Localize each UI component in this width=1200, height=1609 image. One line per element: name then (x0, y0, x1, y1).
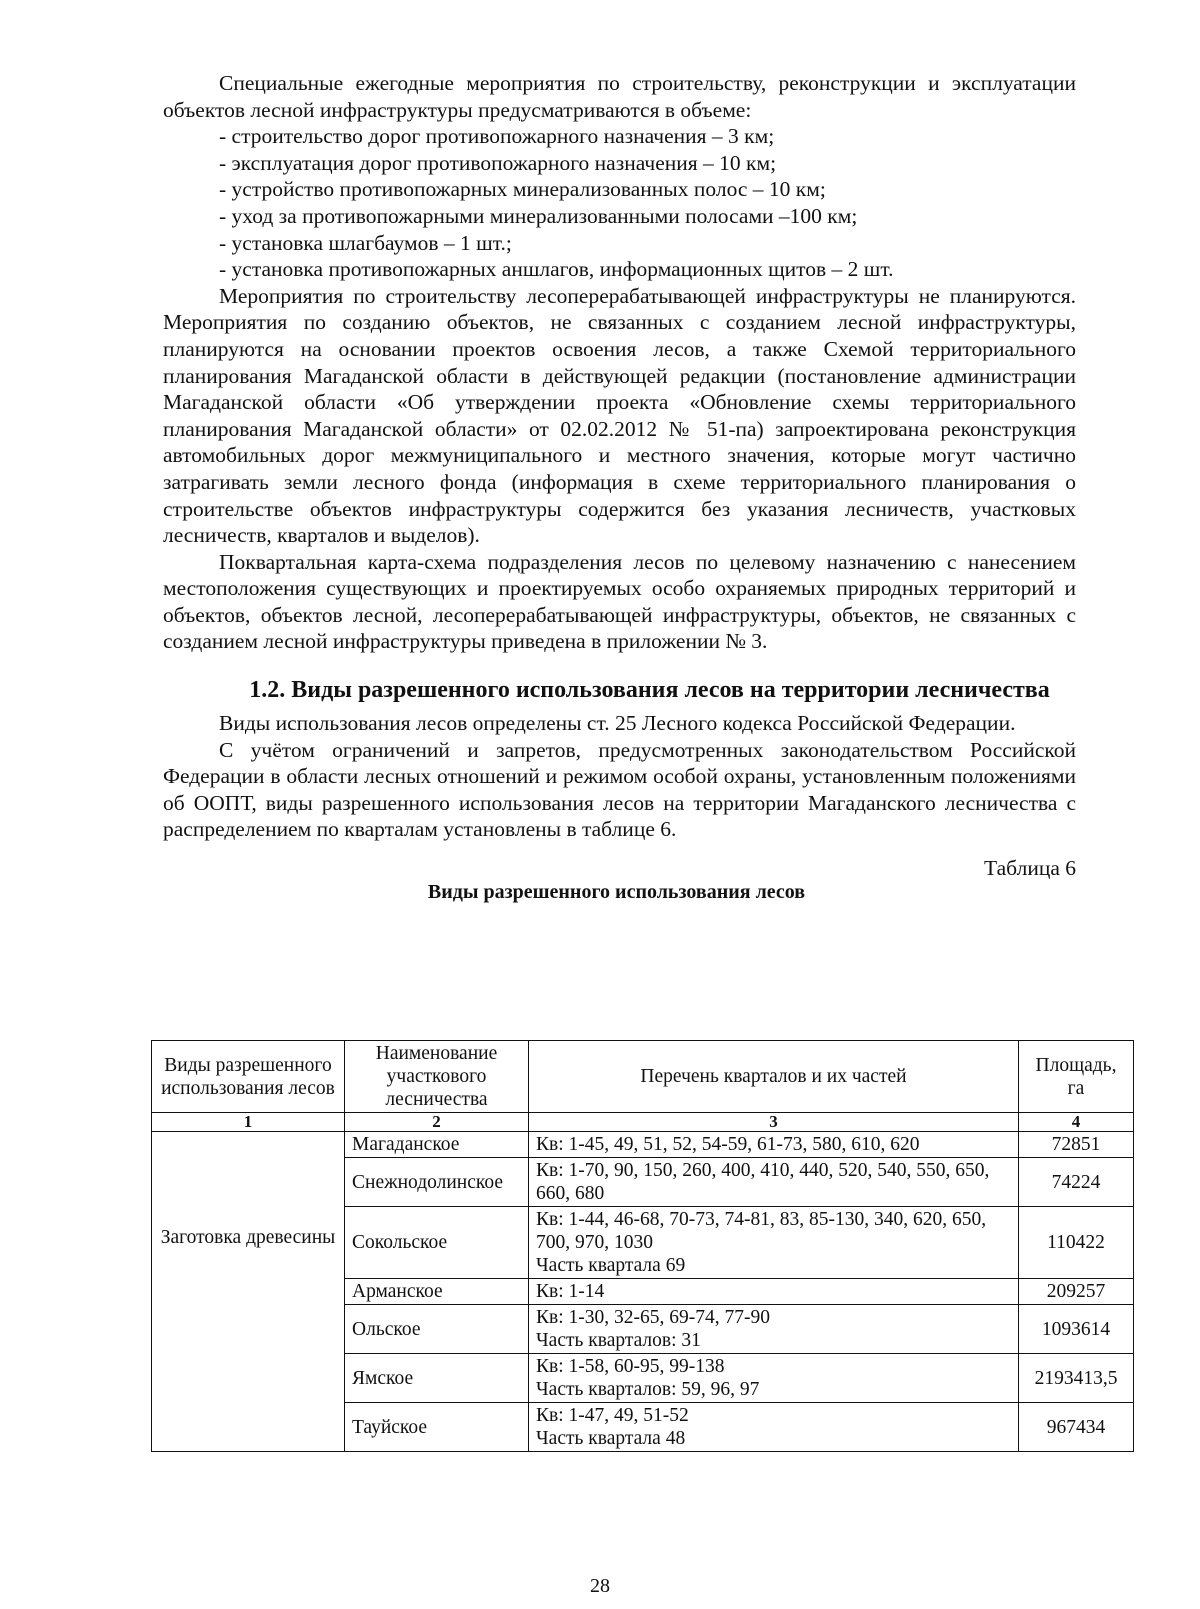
table-label: Таблица 6 (984, 856, 1076, 881)
list-item: - строительство дорог противопожарного назначения – 3 км; (219, 124, 775, 149)
section-paragraph: Виды использования лесов определены ст. 25 Лесного кодекса Российской Федерации. (219, 711, 1016, 736)
infrastructure-paragraph: Мероприятия по строительству лесоперерабатывающей инфраструктуры не планируются. Мероприятия по созданию объектов, не связанных с созданием лесной инфраструктуры, планируются на основании проектов освоения лесов, а также Схемой территориального планирования Магаданской области в действующей редакции (постановление администрации Магаданской области «Об утверждении проекта «Обновление схемы территориального планирования Магаданской области» от 02.02.2012 № 51-па) запроектирована реконструкция автомобильных дорог межмуниципального и местного значения, которые могут частично затрагивать земли лесного фонда (информация в схеме территориального планирования о строительстве объектов инфраструктуры содержится без указания лесничеств, участковых лесничеств, кварталов и выделов). (163, 283, 1076, 548)
quarters-part-line: Часть квартала 69 (536, 1255, 686, 1276)
header-quarters: Перечень кварталов и их частей (529, 1041, 1019, 1113)
quarters-part-line: Часть квартала 48 (536, 1428, 686, 1449)
list-item: - установка шлагбаумов – 1 шт.; (219, 230, 512, 255)
section-paragraph: С учётом ограничений и запретов, предусмотренных законодательством Российской Федерации в области лесных отношений и режимом особой охраны, установленным положениями об ООПТ, виды разрешенного использования лесов на территории Магаданского лесничества с распределением по кварталам установлены в таблице 6. (163, 737, 1076, 842)
map-scheme-paragraph: Поквартальная карта-схема подразделения лесов по целевому назначению с нанесением местоположения существующих и проектируемых особо охраняемых природных территорий и объектов, объектов лесной, лесоперерабатывающей инфраструктуры, объектов, не связанных с созданием лесной инфраструктуры приведена в приложении № 3. (163, 549, 1076, 654)
area-cell: 209257 (1019, 1279, 1134, 1305)
quarters-line: Кв: 1-44, 46-68, 70-73, 74-81, 83, 85-130, 340, 620, 650, 700, 970, 1030 (536, 1209, 987, 1253)
column-number: 2 (345, 1113, 529, 1132)
list-item: - уход за противопожарными минерализованными полосами –100 км; (219, 203, 858, 228)
quarters-line: Кв: 1-45, 49, 51, 52, 54-59, 61-73, 580, 610, 620 (536, 1134, 920, 1155)
column-number: 3 (529, 1113, 1019, 1132)
area-cell: 110422 (1019, 1207, 1134, 1279)
table-row (152, 1132, 1134, 1158)
list-item: - установка противопожарных аншлагов, информационных щитов – 2 шт. (219, 257, 894, 282)
area-cell: 967434 (1019, 1403, 1134, 1452)
forestry-name: Ямское (345, 1354, 529, 1403)
quarters-line: Кв: 1-47, 49, 51-52 (536, 1405, 689, 1426)
forest-use-table (151, 1040, 1134, 1452)
area-cell: 74224 (1019, 1158, 1134, 1207)
quarters-cell (529, 1305, 1019, 1354)
quarters-cell (529, 1279, 1019, 1305)
forestry-name: Магаданское (345, 1132, 529, 1158)
column-number: 1 (152, 1113, 345, 1132)
forestry-name: Тауйское (345, 1403, 529, 1452)
quarters-line: Кв: 1-30, 32-65, 69-74, 77-90 (536, 1307, 770, 1328)
quarters-cell (529, 1132, 1019, 1158)
quarters-line: Кв: 1-70, 90, 150, 260, 400, 410, 440, 520, 540, 550, 650, 660, 680 (536, 1160, 990, 1204)
area-cell: 1093614 (1019, 1305, 1134, 1354)
quarters-part-line: Часть кварталов: 31 (536, 1330, 701, 1351)
column-number-row (152, 1113, 1134, 1132)
forestry-name: Арманское (345, 1279, 529, 1305)
column-number: 4 (1019, 1113, 1134, 1132)
intro-paragraph: Специальные ежегодные мероприятия по строительству, реконструкции и эксплуатации объектов лесной инфраструктуры предусматриваются в объеме: (163, 71, 1076, 122)
page-number: 28 (590, 1575, 610, 1597)
forestry-name: Снежнодолинское (345, 1158, 529, 1207)
quarters-cell (529, 1403, 1019, 1452)
forestry-name: Сокольское (345, 1207, 529, 1279)
quarters-line: Кв: 1-14 (536, 1281, 605, 1302)
quarters-part-line: Часть кварталов: 59, 96, 97 (536, 1379, 760, 1400)
quarters-line: Кв: 1-58, 60-95, 99-138 (536, 1356, 725, 1377)
document-page (160, 70, 1118, 1449)
quarters-cell (529, 1158, 1019, 1207)
quarters-cell (529, 1207, 1019, 1279)
header-forestry-name: Наименование участкового лесничества (345, 1041, 529, 1113)
area-cell: 2193413,5 (1019, 1354, 1134, 1403)
use-type-cell: Заготовка древесины (152, 1132, 345, 1452)
list-item: - устройство противопожарных минерализованных полос – 10 км; (219, 177, 826, 202)
quarters-cell (529, 1354, 1019, 1403)
list-item: - эксплуатация дорог противопожарного назначения – 10 км; (219, 150, 777, 175)
header-area: Площадь, га (1019, 1041, 1134, 1113)
table-header-row (152, 1041, 1134, 1113)
forestry-name: Ольское (345, 1305, 529, 1354)
header-use-type: Виды разрешенного использования лесов (152, 1041, 345, 1113)
area-cell: 72851 (1019, 1132, 1134, 1158)
section-title: 1.2. Виды разрешенного использования лесов на территории лесничества (249, 677, 1050, 704)
table-caption: Виды разрешенного использования лесов (427, 881, 806, 904)
